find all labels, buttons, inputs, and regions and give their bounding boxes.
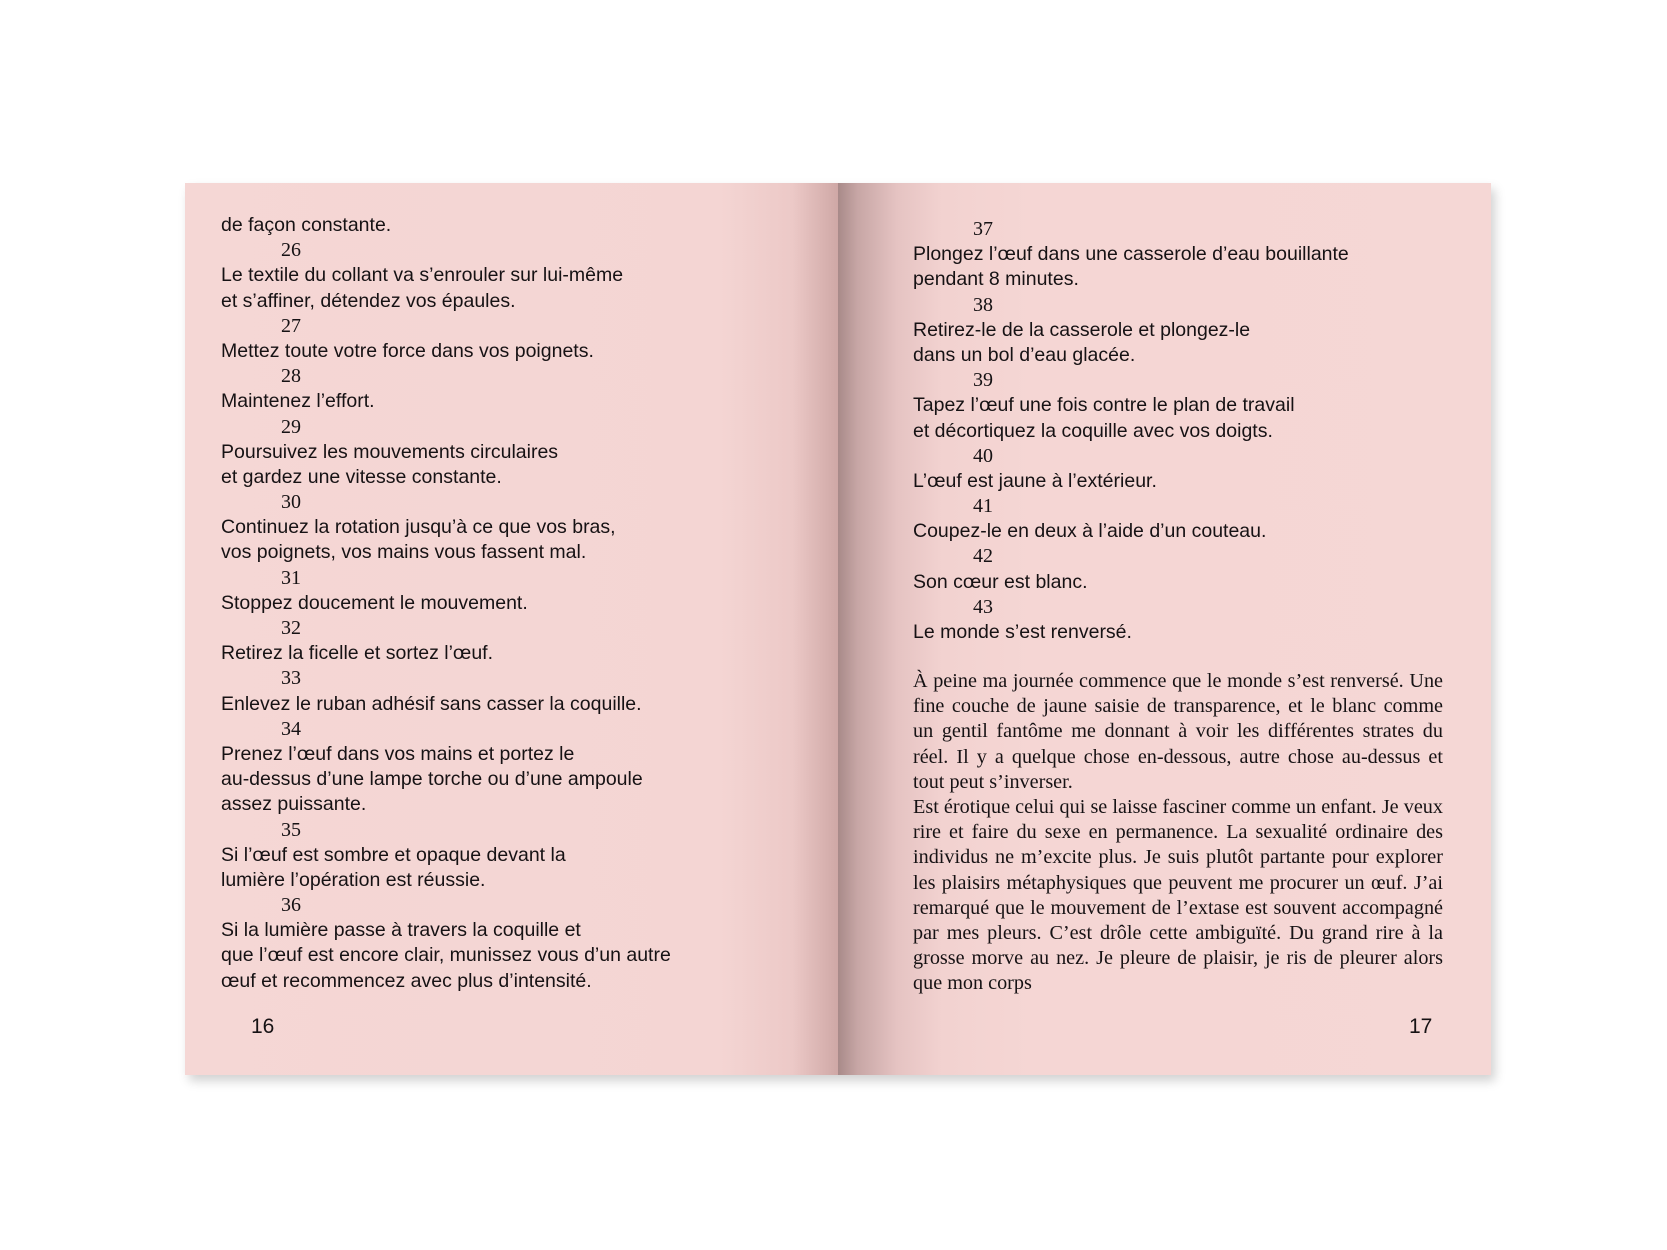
right-page bbox=[838, 183, 1491, 1075]
step-number: 37 bbox=[973, 218, 993, 240]
step-text-line: et gardez une vitesse constante. bbox=[221, 465, 502, 488]
step-text-line: Son cœur est blanc. bbox=[913, 570, 1088, 593]
step-number: 26 bbox=[281, 239, 301, 262]
step-number: 40 bbox=[973, 444, 993, 467]
step-text-line: Prenez l’œuf dans vos mains et portez le bbox=[221, 742, 575, 765]
step-text-line: Mettez toute votre force dans vos poignets. bbox=[221, 339, 594, 362]
step-text-line: Retirez-le de la casserole et plongez-le bbox=[913, 318, 1251, 341]
step-number: 27 bbox=[281, 314, 301, 337]
step-text-line: Coupez-le en deux à l’aide d’un couteau. bbox=[913, 520, 1267, 543]
step-number: 42 bbox=[973, 545, 993, 568]
step-number: 36 bbox=[281, 894, 301, 917]
book-spread bbox=[185, 183, 1491, 1075]
step-text-line: Le monde s’est renversé. bbox=[913, 621, 1132, 643]
step-number: 31 bbox=[281, 566, 301, 589]
step-number: 39 bbox=[973, 369, 993, 392]
step-text-line: Continuez la rotation jusqu’à ce que vos bras, bbox=[221, 516, 616, 539]
step-text-line: de façon constante. bbox=[221, 214, 392, 236]
step-text-line: assez puissante. bbox=[221, 793, 367, 816]
step-text-line: au-dessus d’une lampe torche ou d’une ampoule bbox=[221, 768, 643, 791]
step-text-line: que l’œuf est encore clair, munissez vous d’un autre bbox=[221, 944, 671, 967]
step-text-line: Enlevez le ruban adhésif sans casser la coquille. bbox=[221, 692, 642, 715]
step-text-line: et s’affiner, détendez vos épaules. bbox=[221, 289, 516, 312]
right-instruction-list bbox=[913, 217, 1473, 645]
step-text-line: Plongez l’œuf dans une casserole d’eau bouillante bbox=[913, 243, 1349, 266]
step-text-line: vos poignets, vos mains vous fassent mal. bbox=[221, 541, 587, 564]
step-text-line: Retirez la ficelle et sortez l’œuf. bbox=[221, 642, 494, 665]
step-number: 28 bbox=[281, 365, 301, 388]
step-number: 29 bbox=[281, 415, 301, 438]
step-number: 34 bbox=[281, 717, 301, 740]
step-text-line: œuf et recommencez avec plus d’intensité. bbox=[221, 969, 592, 992]
step-number: 30 bbox=[281, 491, 301, 514]
step-text-line: dans un bol d’eau glacée. bbox=[913, 343, 1136, 366]
step-text-line: L’œuf est jaune à l’extérieur. bbox=[913, 469, 1157, 492]
step-number: 32 bbox=[281, 617, 301, 639]
left-page-number: 16 bbox=[251, 1015, 275, 1038]
step-text-line: pendant 8 minutes. bbox=[913, 268, 1079, 291]
step-number: 41 bbox=[973, 495, 993, 518]
step-text-line: Tapez l’œuf une fois contre le plan de travail bbox=[913, 394, 1295, 417]
step-text-line: lumière l’opération est réussie. bbox=[221, 868, 486, 891]
step-text-line: Maintenez l’effort. bbox=[221, 390, 375, 413]
right-page-number: 17 bbox=[1409, 1015, 1433, 1038]
step-text-line: Si l’œuf est sombre et opaque devant la bbox=[221, 843, 566, 866]
step-text-line: Si la lumière passe à travers la coquille et bbox=[221, 919, 581, 942]
left-page bbox=[185, 183, 838, 1075]
step-number: 35 bbox=[281, 818, 301, 841]
step-text-line: Le textile du collant va s’enrouler sur lui-même bbox=[221, 264, 624, 287]
prose-block bbox=[913, 669, 1443, 997]
prose-paragraph-1: À peine ma journée commence que le monde s’est renversé. Une fine couche de jaune saisie de transparence, et le blanc comme un gentil fantôme me donnant à voir les différentes strates du réel. Il y a quelque chose en-dessous, autre chose au-dessus et tout peut s’inverser. bbox=[913, 670, 1443, 793]
step-text-line: Stoppez doucement le mouvement. bbox=[221, 591, 528, 614]
left-instruction-list bbox=[221, 213, 821, 994]
prose-paragraph-2: Est érotique celui qui se laisse fasciner comme un enfant. Je veux rire et faire du sexe en permanence. La sexualité ordinaire des individus ne m’excite plus. Je suis plutôt partante pour explorer les plaisirs métaphysiques que peuvent me procurer un œuf. J’ai remarqué que le mouvement de l’extase est souvent accompagné par mes pleurs. C’est drôle cette ambiguïté. Du grand rire à la grosse morve au nez. Je pleure de plaisir, je ris de pleurer alors que mon corps bbox=[913, 796, 1443, 995]
step-number: 43 bbox=[973, 595, 993, 618]
step-text-line: Poursuivez les mouvements circulaires bbox=[221, 440, 559, 463]
step-number: 33 bbox=[281, 667, 301, 690]
step-text-line: et décortiquez la coquille avec vos doigts. bbox=[913, 419, 1273, 442]
step-number: 38 bbox=[973, 293, 993, 316]
